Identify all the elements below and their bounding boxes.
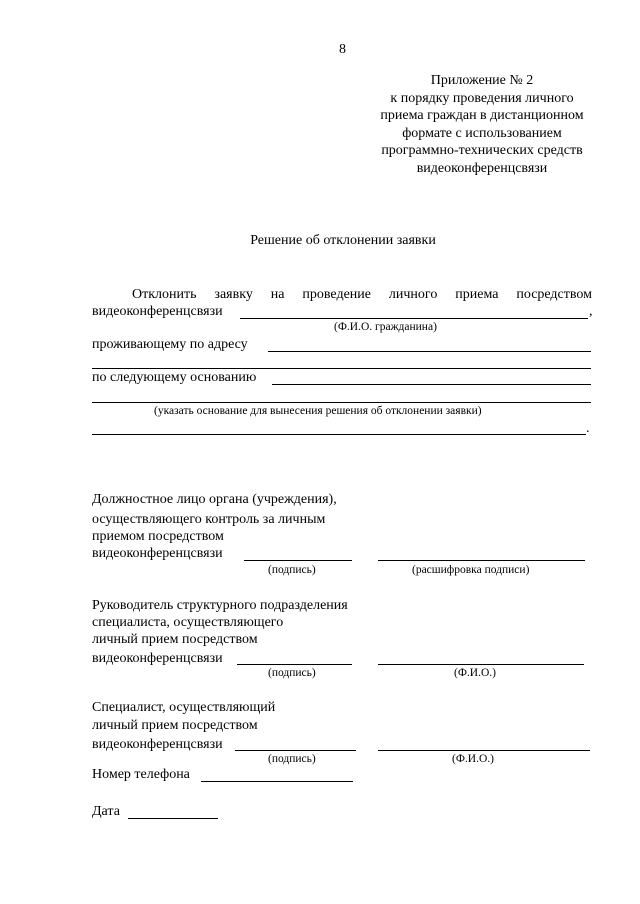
hint-name-decoding: (расшифровка подписи) <box>412 564 530 576</box>
appendix-line: формате с использованием <box>402 125 562 141</box>
head-line: специалиста, осуществляющего <box>92 615 284 630</box>
address-field[interactable] <box>268 351 591 352</box>
appendix-line: к порядку проведения личного <box>390 90 574 106</box>
official-name-field[interactable] <box>378 560 585 561</box>
specialist-name-field[interactable] <box>378 750 590 751</box>
comma: , <box>589 304 593 319</box>
head-name-field[interactable] <box>378 664 584 665</box>
official-line: видеоконференцсвязи <box>92 546 223 561</box>
head-signature-field[interactable] <box>237 664 352 665</box>
end-dot: . <box>586 421 590 436</box>
head-line: видеоконференцсвязи <box>92 651 223 666</box>
specialist-line: личный прием посредством <box>92 718 258 733</box>
appendix-line: Приложение № 2 <box>430 73 534 88</box>
hint-signature: (подпись) <box>268 753 316 765</box>
phone-field[interactable] <box>201 781 353 782</box>
specialist-line: видеоконференцсвязи <box>92 737 223 752</box>
hint-reason: (указать основание для вынесения решения об отклонении заявки) <box>154 405 482 417</box>
hint-signature: (подпись) <box>268 564 316 576</box>
official-line: осуществляющего контроль за личным <box>92 512 326 527</box>
reason-label: по следующему основанию <box>92 370 257 385</box>
reason-field-end[interactable] <box>92 434 586 435</box>
official-line: Должностное лицо органа (учреждения), <box>92 492 337 507</box>
reason-field-continued[interactable] <box>92 402 591 403</box>
page-number: 8 <box>339 42 346 57</box>
hint-citizen-name: (Ф.И.О. гражданина) <box>334 321 437 333</box>
date-field[interactable] <box>128 818 218 819</box>
reason-field[interactable] <box>272 384 591 385</box>
hint-fio: (Ф.И.О.) <box>452 753 494 765</box>
phone-label: Номер телефона <box>92 767 190 782</box>
official-signature-field[interactable] <box>244 560 352 561</box>
appendix-line: видеоконференцсвязи <box>416 160 548 176</box>
address-label: проживающему по адресу <box>92 337 248 352</box>
head-line: Руководитель структурного подразделения <box>92 598 348 613</box>
body-text: Отклонить заявку на проведение личного приема посредством <box>132 287 592 302</box>
specialist-signature-field[interactable] <box>235 750 356 751</box>
specialist-line: Специалист, осуществляющий <box>92 700 276 715</box>
body-line-2: видеоконференцсвязи <box>92 304 223 319</box>
head-line: личный прием посредством <box>92 632 258 647</box>
date-label: Дата <box>92 804 120 819</box>
hint-signature: (подпись) <box>268 667 316 679</box>
appendix-block <box>355 72 609 177</box>
official-line: приемом посредством <box>92 529 224 544</box>
citizen-name-field[interactable] <box>240 318 588 319</box>
appendix-line: программно-технических средств <box>381 143 583 158</box>
appendix-line: приема граждан в дистанционном <box>380 108 584 123</box>
hint-fio: (Ф.И.О.) <box>454 667 496 679</box>
body-line-1 <box>92 286 592 303</box>
document-title: Решение об отклонении заявки <box>250 233 436 248</box>
